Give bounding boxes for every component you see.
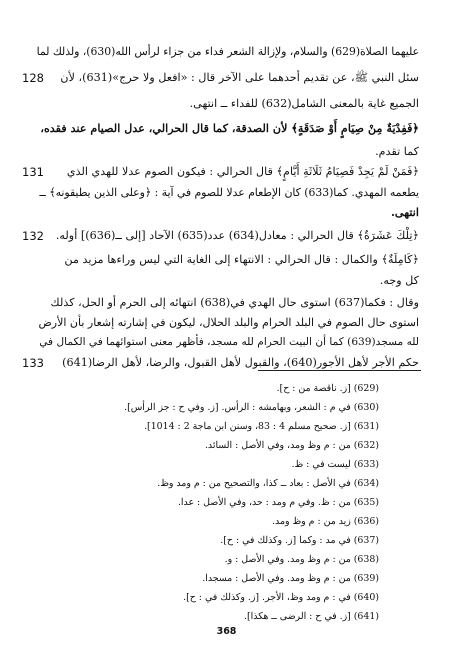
footnote: (641) [ز. في ح : الرضى ــ هكذا]. [244, 611, 379, 622]
verse-number: 128 [22, 71, 44, 85]
body-line: عليهما الصلاة(629) والسلام، ولإزالة الشعر فداء من جزاء لرأس الله(630)، ولذلك لما [36, 45, 419, 58]
footnote: (630) في م : الشعر، وبهامشه : الرأس. [ز. وفي ح : جز الرأس]. [124, 402, 379, 413]
verse-number: 132 [22, 229, 44, 243]
body-line: ﴿فَمَنْ لَمْ يَجِدْ فَصِيَامُ ثَلَاثَةِ أَيَّامٍ﴾ قال الحرالي : فيكون الصوم عدلا للهدي الذي [66, 165, 419, 178]
verse-number: 133 [22, 356, 44, 370]
footnote: (632) من : م وظ ومد، وفي الأصل : السائد. [204, 440, 379, 451]
body-line: ﴿تِلْكَ عَشَرَةٌ﴾ قال الحرالي : معادل(634) عدد(635) الآحاد [إلى ــ(636)] أوله. [55, 229, 419, 242]
footnote: (637) في مد : وكما [ز. وكذلك في : ح]. [220, 535, 379, 546]
body-line: ﴿فَفِدْيَةٌ مِنْ صِيَامٍ أَوْ صَدَقَةٍ﴾ لأن الصدقة، كما قال الحرالي، عدل الصيام عند فقده، [40, 121, 419, 135]
body-line: كل وجه. [379, 274, 419, 287]
footnote: (633) ليست في : ظ. [291, 459, 379, 470]
page-number: 368 [216, 626, 237, 637]
footnote-separator [258, 370, 421, 371]
body-line: سئل النبي ﷺ، عن تقديم أحدهما على الآخر قال : «افعل ولا حرج»(631)، لأن [60, 71, 419, 84]
body-line: استوى حال الصوم في البلد الحرام والبلد الحلال، ليكون في إشارته إشعار بأن الأرض [38, 316, 419, 329]
footnote: (631) [ز. صحيح مسلم 4 : 83، وسنن ابن ماجة 2 : 1014]. [144, 421, 379, 432]
footnote: (629) [ز. ناقصة من : ح]. [276, 383, 379, 394]
footnote: (634) في الأصل : بعاد ــ كذا، والتصحيح من : م ومد وظ. [157, 478, 379, 489]
body-line: كما تقدم. [375, 145, 419, 158]
footnote: (635) من : ظ. وفي م ومد : حد، وفي الأصل : عدا. [177, 497, 379, 508]
body-line: انتهى. [391, 205, 419, 219]
body-line: لله مسجد(639) كما أن البيت الحرام لله مسجد، فأظهر معنى استوائهما في الكمال في [39, 336, 419, 348]
footnote: (640) في : م ومد وظ، الأجر. [ز. وكذلك في : ح]. [183, 592, 379, 603]
footnote: (639) من : م وظ ومد. وفي الأصل : مسجدا. [202, 573, 379, 584]
footnote: (638) من : م وظ ومد. وفي الأصل : و. [224, 554, 379, 565]
footnote: (636) زيد من : م وظ ومد. [272, 516, 379, 527]
body-line: ﴿كَامِلَةٌ﴾ والكمال : قال الحرالي : الانتهاء إلى الغاية التي ليس وراءها مزيد من [64, 253, 419, 266]
body-line: حكم الأجر لأهل الأجور(640)، والقبول لأهل القبول، والرضا، لأهل الرضا(641) [62, 356, 419, 369]
verse-number: 131 [22, 165, 44, 179]
body-line: الجميع غاية بالمعنى الشامل(632) للفداء ــ انتهى. [189, 97, 419, 110]
body-line: يطعمه المهدي. كما(633) كان الإطعام عدلا للصوم في آية : ﴿وعلى الذين يطيقونه﴾ ــ [39, 186, 419, 199]
body-line: وقال : فكما(637) استوى حال الهدي في(638) انتهائه إلى الحرم أو الحل، كذلك [50, 296, 419, 309]
